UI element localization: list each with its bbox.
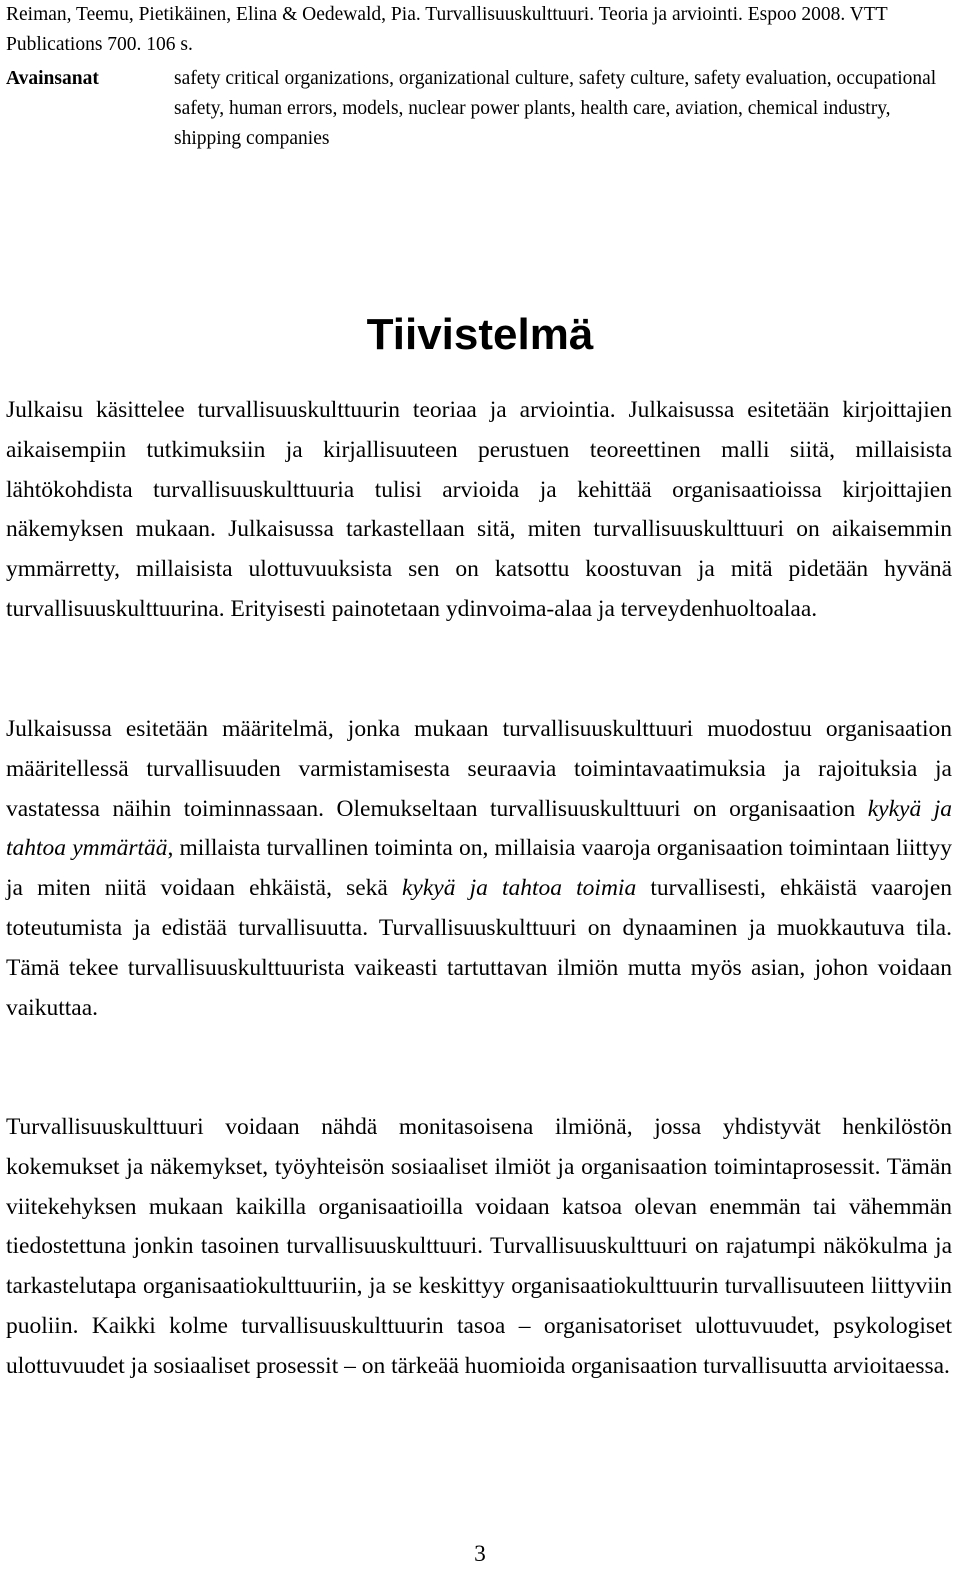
emphasis-understand: kykyä ja tahtoa ymmärtää	[6, 795, 952, 862]
page-number: 3	[474, 1541, 486, 1567]
emphasis-act: kykyä ja tahtoa toimia	[401, 875, 637, 902]
paragraph-2-text-part-2: , millaista turvallinen toiminta on, millaisia vaaroja organisaation toimintaan liittyy ja miten niitä voidaan ehkäistä, sekä	[6, 835, 952, 902]
keywords-text: safety critical organizations, organizational culture, safety culture, safety evaluation, occupational safety, human errors, models, nuclear power plants, health care, aviation, chemical industry, shipping companies	[174, 68, 937, 149]
abstract-paragraph-1: Julkaisu käsittelee turvallisuuskulttuurin teoriaa ja arviointia. Julkaisussa esitetään kirjoittajien aikaisempiin tutkimuksiin ja kirjallisuuteen perustuen teoreettinen malli siitä, millaisista lähtökohdista turvallisuuskulttuuria tulisi arvioida ja kehittää organisaatioissa kirjoittajien näkemyksen mukaan. Julkaisussa tarkastellaan sitä, miten turvallisuuskulttuuri on aikaisemmin ymmärretty, millaisista ulottuvuuksista sen on katsottu koostuvan ja mitä pidetään hyvänä turvallisuuskulttuurina. Erityisesti painotetaan ydinvoima-alaa ja terveydenhuoltoalaa.	[6, 397, 952, 622]
abstract-heading: Tiivistelmä	[366, 310, 594, 359]
paragraph-2-text-part-3: turvallisesti, ehkäistä vaarojen toteutumista ja edistää turvallisuutta. Turvallisuuskulttuuri on dynaaminen ja muokkautuva tila. Tämä tekee turvallisuuskulttuurista vaikeasti tartuttavan ilmiön mutta myös asian, johon voidaan vaikuttaa.	[6, 875, 952, 1021]
citation: Reiman, Teemu, Pietikäinen, Elina & Oedewald, Pia. Turvallisuuskulttuuri. Teoria ja arviointi. Espoo 2008. VTT Publications 700. 106 s.	[6, 4, 888, 55]
keywords-label: Avainsanat	[6, 68, 99, 89]
abstract-paragraph-2	[6, 710, 952, 1028]
paragraph-2-text-part-1: Julkaisussa esitetään määritelmä, jonka mukaan turvallisuuskulttuuri muodostuu organisaation määritellessä turvallisuuden varmistamisesta seuraavia toimintavaatimuksia ja rajoituksia ja vastatessa näihin toiminnassaan. Olemukseltaan turvallisuuskulttuuri on organisaation	[6, 716, 952, 822]
abstract-paragraph-3: Turvallisuuskulttuuri voidaan nähdä monitasoisena ilmiönä, jossa yhdistyvät henkilöstön kokemukset ja näkemykset, työyhteisön sosiaaliset ilmiöt ja organisaation toimintaprosessit. Tämän viitekehyksen mukaan kaikilla organisaatioilla voidaan katsoa olevan enemmän tai vähemmän tiedostettuna jonkin tasoinen turvallisuuskulttuuri. Turvallisuuskulttuuri on rajatumpi näkökulma ja tarkastelutapa organisaatiokulttuuriin, ja se keskittyy organisaatiokulttuurin turvallisuuteen liittyviin puoliin. Kaikki kolme turvallisuuskulttuurin tasoa – organisatoriset ulottuvuudet, psykologiset ulottuvuudet ja sosiaaliset prosessit – on tärkeää huomioida organisaation turvallisuutta arvioitaessa.	[6, 1114, 952, 1379]
